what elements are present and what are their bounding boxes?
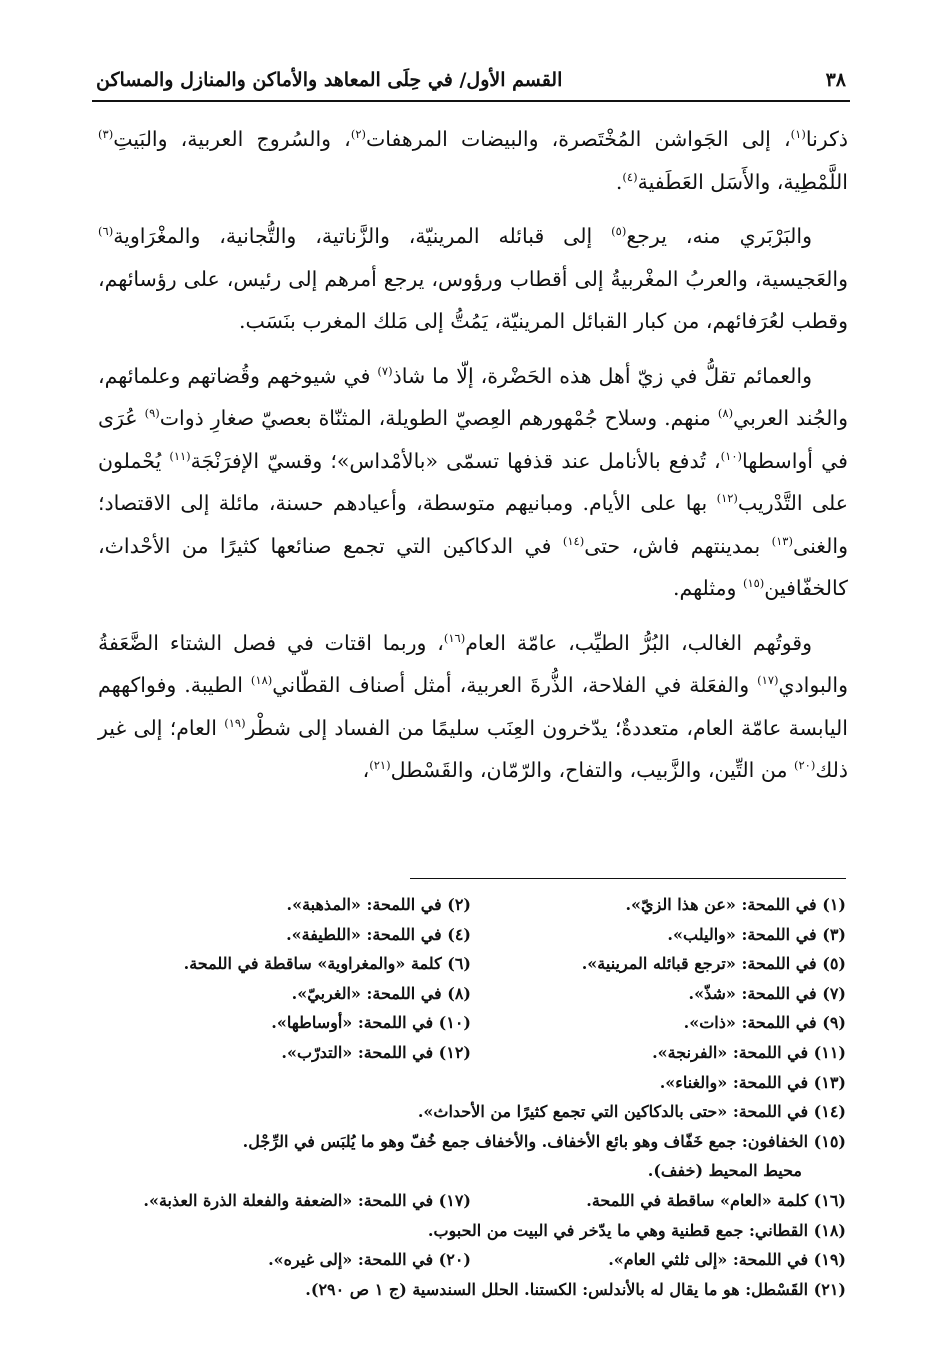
paragraph bbox=[98, 118, 848, 203]
text-run: . bbox=[615, 169, 623, 194]
text-run: بها على الأيام. ومبانيهم متوسطة، وأعيادهم حسنة، مائلة إلى الاقتصاد؛ والغنى bbox=[98, 491, 848, 558]
text-run: في شيوخهم وقُضاتهم وعلمائهم، والجُند العربي bbox=[98, 363, 848, 430]
text-run: والبَرْبَري منه، يرجع bbox=[626, 224, 812, 248]
text-run: ومثلهم. bbox=[672, 576, 743, 600]
text-run: ، تُدفع بالأنامل عند قذفها تسمّى «بالأمْداس»؛ وقسيّ الإفرَنْجَة bbox=[190, 448, 721, 473]
text-run: عُرَى في أواسطها bbox=[98, 406, 848, 473]
footnote-row bbox=[96, 949, 846, 979]
text-run: ، وربما اقتات في فصل الشتاء الضَّعَفةُ والبوادي bbox=[98, 630, 848, 697]
text-run: منهم. وسلاح جُمْهورهم العِصيّ الطويلة، المثنّاة بعصيّ صغارِ ذوات bbox=[159, 406, 718, 430]
footnote-marker: (٦) bbox=[98, 224, 114, 239]
header-rule bbox=[92, 100, 850, 102]
footnote-row bbox=[96, 890, 846, 920]
footnote-marker: (١٢) bbox=[716, 491, 738, 506]
footnote: (٥) في اللمحة: «ترجع قبائله المرينية». bbox=[581, 954, 846, 974]
footnote-continuation: محيط المحيط (خفف). bbox=[647, 1161, 802, 1181]
footnote-marker: (١٧) bbox=[757, 673, 779, 688]
footnote-marker: (٧) bbox=[377, 363, 393, 378]
footnote: (١) في اللمحة: «عن هذا الزيّ». bbox=[625, 895, 846, 914]
footnote: (١٧) في اللمحة: «الضعفة والفعلة الذرة العذبة». bbox=[143, 1190, 471, 1210]
footnote-row bbox=[96, 979, 846, 1009]
page-header bbox=[96, 62, 846, 98]
footnote: (٦) كلمة «والمغراوية» ساقطة في اللمحة. bbox=[183, 954, 471, 974]
footnote-row bbox=[96, 1245, 846, 1275]
footnote-row bbox=[96, 1008, 846, 1038]
footnote-row bbox=[96, 1038, 846, 1068]
text-run: ، bbox=[362, 758, 370, 782]
footnote: (١٨) القطاني: جمع قطنية وهي ما يدّخر في البيت من الحبوب. bbox=[427, 1220, 846, 1240]
footnote-marker: (٢) bbox=[350, 127, 366, 142]
footnote-marker: (١٣) bbox=[771, 533, 793, 548]
footnote: (٨) في اللمحة: «الغربيّ». bbox=[291, 983, 471, 1003]
footnote: (١٤) في اللمحة: «حتى بالدكاكين التي تجمع كثيرًا من الأحداث». bbox=[417, 1102, 846, 1122]
text-run: الطيبة. وفواكههم اليابسة عامّة العام، متعددةٌ؛ يدّخرون العِنَب سليمًا من الفساد إلى شطْر bbox=[98, 673, 848, 740]
footnote: (١٦) كلمة «العام» ساقطة في اللمحة. bbox=[586, 1190, 846, 1210]
footnote-marker: (١) bbox=[790, 127, 806, 142]
footnote: (١٥) الخفافون: جمع خَفّاف وهو بائع الأخفاف. والأخفاف جمع خُفّ وهو ما يُلبَس في الرِّجْل. bbox=[242, 1131, 846, 1151]
paragraph bbox=[98, 215, 848, 343]
text-run: ذكرنا bbox=[805, 127, 848, 151]
footnote-marker: (٣) bbox=[98, 127, 114, 142]
footnote-marker: (٨) bbox=[717, 406, 734, 421]
footnote: (١٩) في اللمحة: «إلى ثلثي العام». bbox=[608, 1250, 846, 1270]
text-run: يُحْملون على التَّدْريب bbox=[98, 448, 848, 515]
footnote: (٩) في اللمحة: «ذات». bbox=[683, 1013, 846, 1033]
footnote: (١١) في اللمحة: «الفرنجة». bbox=[652, 1042, 846, 1062]
footnote-marker: (٢٠) bbox=[793, 758, 816, 773]
footnote-marker: (٢١) bbox=[369, 758, 391, 773]
page-number: ٣٨ bbox=[825, 69, 846, 91]
footnote-separator bbox=[410, 878, 846, 879]
text-run: إلى قبائله المرينيّة، والزَّناتية، والتُّجانية، والمغْرَاوية bbox=[113, 224, 612, 248]
footnote: (١٣) في اللمحة: «والغناء». bbox=[659, 1072, 846, 1092]
footnote-marker: (٥) bbox=[611, 224, 627, 239]
footnote: (١٢) في اللمحة: «التدرّب». bbox=[281, 1042, 471, 1062]
running-title: القسم الأول/ في حِلَى المعاهد والأماكن والمنازل والمساكن bbox=[96, 69, 563, 91]
footnote: (٢١) القَسْطل: هو ما يقال له بالأندلس: الكستنا. الحلل السندسية (ج ١ ص ٢٩٠). bbox=[305, 1279, 846, 1299]
text-run: العام؛ إلى غير ذلك bbox=[98, 715, 848, 782]
footnote: (٢) في اللمحة: «المذهبة». bbox=[286, 895, 471, 914]
footnote-marker: (١٠) bbox=[720, 448, 743, 463]
footnote: (٣) في اللمحة: «واليلب». bbox=[667, 924, 846, 944]
footnote: (١٠) في اللمحة: «أوساطها». bbox=[271, 1013, 471, 1033]
text-run: في الدكاكين التي تجمع صنائعها كثيرًا من الأحْداث، كالخفّافين bbox=[98, 533, 848, 600]
footnote: (٢٠) في اللمحة: «إلى غيره». bbox=[268, 1250, 471, 1270]
text-run: والفعَلة في الفلاحة، الذُّرةَ العربية، أمثل أصناف القطّاني bbox=[272, 673, 758, 697]
text-run: ، والسُروج العربية، والبَيتِ bbox=[113, 127, 351, 151]
footnote-marker: (١٦) bbox=[443, 630, 466, 645]
footnote-marker: (١٩) bbox=[224, 715, 246, 730]
footnotes bbox=[96, 890, 846, 1304]
footnote-marker: (٤) bbox=[622, 169, 638, 184]
paragraph bbox=[98, 355, 848, 610]
footnote: (٧) في اللمحة: «شذّ». bbox=[688, 983, 846, 1003]
text-run: من التِّين، والزَّبيب، والتفاح، والرّمّان، والقَسْطل bbox=[390, 758, 794, 782]
paragraph bbox=[98, 622, 848, 792]
text-run: والعمائم تقلُّ في زيّ أهل هذه الحَضْرة، إلّا ما شاذ bbox=[392, 363, 812, 388]
text-run: وقوتُهم الغالب، البُرُّ الطيِّب، عامّة العام bbox=[465, 630, 812, 655]
footnote-marker: (٩) bbox=[144, 406, 160, 421]
footnote-marker: (١٥) bbox=[742, 576, 765, 591]
main-text bbox=[98, 118, 848, 792]
text-run: والعَجيسية، والعربُ المغْربيةُ إلى أقطاب ورؤوس، يرجع أمرهم إلى رئيس، على رؤسائهم، وقطب لعُرَفائهم، من كبار القبائل المرينيّة، يَمُتُّ إلى مَلك المغرب بنَسَب. bbox=[98, 266, 848, 333]
footnote: (٤) في اللمحة: «اللطيفة». bbox=[286, 924, 471, 944]
text-run: ، إلى الجَواشن المُخْتَصرة، والبيضات المرهفات bbox=[366, 127, 791, 151]
footnote-row bbox=[96, 1186, 846, 1216]
footnote-marker: (١٤) bbox=[562, 533, 585, 548]
footnote-marker: (١١) bbox=[169, 448, 191, 463]
footnote-marker: (١٨) bbox=[250, 673, 273, 688]
footnote-row bbox=[96, 920, 846, 950]
text-run: اللَّمْطِية، والأَسَل العَطَفية bbox=[637, 169, 848, 194]
text-run: بمدينتهم فاش، حتى bbox=[584, 533, 772, 558]
